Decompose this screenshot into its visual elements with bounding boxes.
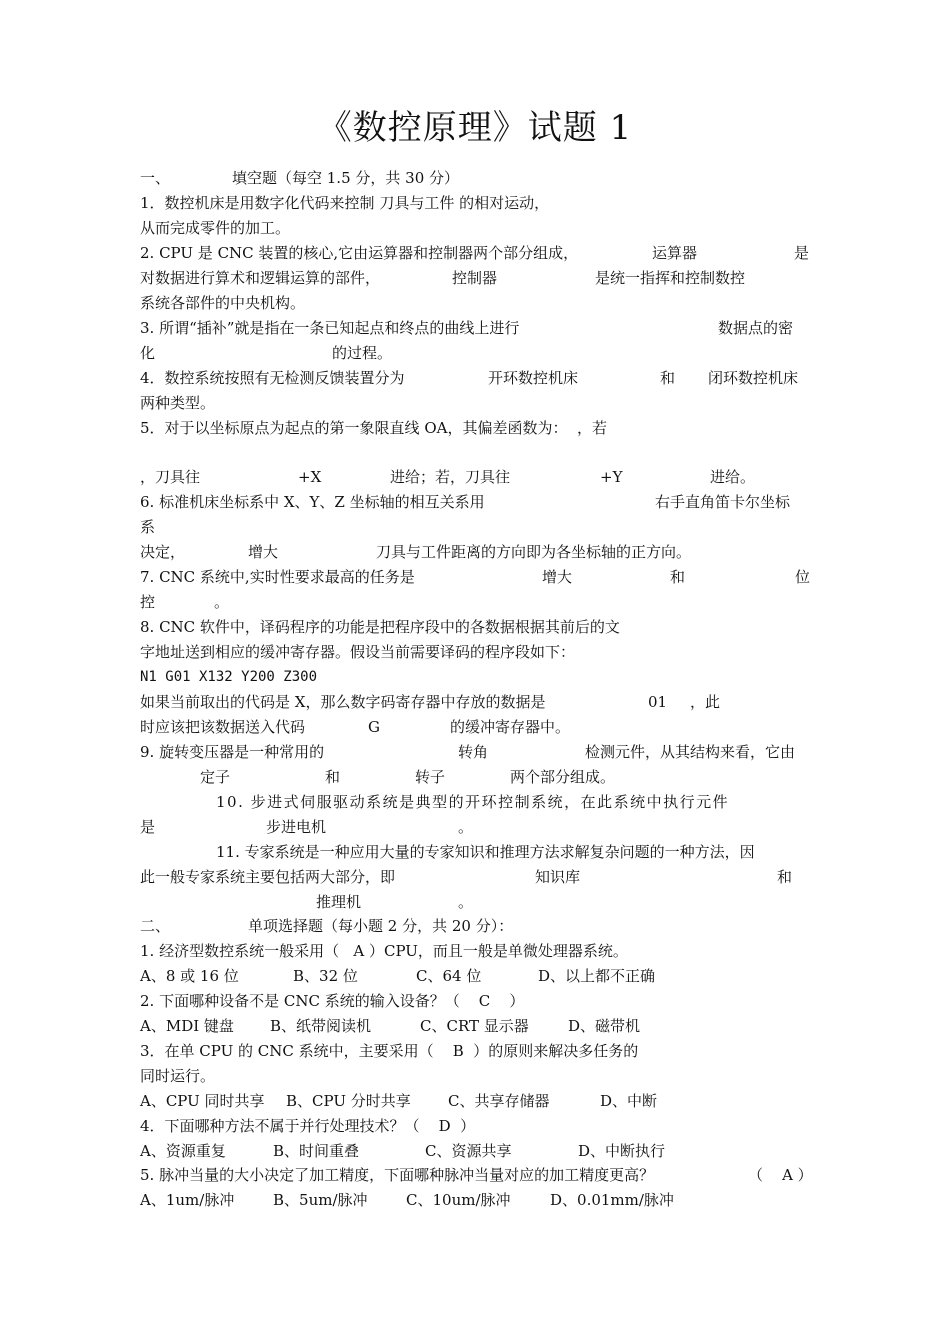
q6-line2: 系	[140, 518, 156, 536]
q8-line4: 如果当前取出的代码是 X，那么数字码寄存器中存放的数据是	[140, 693, 546, 711]
q11-answer2: 推理机	[316, 893, 362, 911]
q2-line1-end: 是	[794, 244, 810, 262]
q2-answer1: 运算器	[652, 244, 698, 262]
mc5-option-a: A、1um/脉冲	[140, 1191, 235, 1209]
q1-line1: 1．数控机床是用数字化代码来控制 刀具与工件 的相对运动，	[140, 194, 550, 212]
q4-and: 和	[660, 369, 676, 387]
mc2-question: 2. 下面哪种设备不是 CNC 系统的输入设备？（ C ）	[140, 992, 525, 1010]
q9-line1-end: 检测元件，从其结构来看，它由	[585, 743, 796, 761]
mc5-option-b: B、5um/脉冲	[273, 1191, 368, 1209]
q9-line2-end: 两个部分组成。	[510, 768, 616, 786]
section2-heading: 单项选择题（每小题 2 分，共 20 分）：	[248, 917, 514, 935]
section1-heading: 填空题（每空 1.5 分，共 30 分）	[232, 169, 460, 187]
q1-line2: 从而完成零件的加工。	[140, 219, 291, 237]
q8-answer2: G	[368, 718, 380, 736]
q9-answer1: 转角	[458, 743, 489, 761]
mc3-question-line1: 3．在单 CPU 的 CNC 系统中，主要采用（ B ）的原则来解决多任务的	[140, 1042, 639, 1060]
q7-answer2: 位	[795, 568, 811, 586]
mc1-option-d: D、以上都不正确	[538, 967, 656, 985]
q9-answer2: 定子	[200, 768, 231, 786]
q4-line2: 两种类型。	[140, 394, 216, 412]
mc2-option-d: D、磁带机	[568, 1017, 641, 1035]
q3-line2: 化	[140, 344, 156, 362]
mc5-option-c: C、10um/脉冲	[406, 1191, 511, 1209]
mc4-option-d: D、中断执行	[578, 1142, 666, 1160]
mc1-option-c: C、64 位	[416, 967, 482, 985]
q9-and: 和	[325, 768, 341, 786]
q6-answer1: 右手直角笛卡尔坐标	[655, 493, 791, 511]
q5-answer2: +Y	[600, 468, 623, 486]
mc5-answer: （ A ）	[748, 1166, 813, 1184]
mc4-option-c: C、资源共享	[425, 1142, 512, 1160]
mc3-option-d: D、中断	[600, 1092, 658, 1110]
q11-line3-end: 。	[458, 893, 474, 911]
q9-answer3: 转子	[415, 768, 446, 786]
q9-line1: 9. 旋转变压器是一种常用的	[140, 743, 325, 761]
q11-line1: 11. 专家系统是一种应用大量的专家知识和推理方法求解复杂问题的一种方法，因	[216, 843, 755, 861]
section2-number: 二、	[140, 917, 171, 935]
q11-answer1: 知识库	[535, 868, 581, 886]
q6-answer2: 增大	[248, 543, 279, 561]
q3-line2-end: 的过程。	[332, 344, 393, 362]
mc3-option-a: A、CPU 同时共享	[140, 1092, 265, 1110]
mc2-option-c: C、CRT 显示器	[420, 1017, 529, 1035]
mc1-option-b: B、32 位	[293, 967, 358, 985]
q7-line2: 控	[140, 593, 156, 611]
q4-answer2: 闭环数控机床	[708, 369, 799, 387]
q7-line2-end: 。	[214, 593, 230, 611]
page-title: 《数控原理》试题 1	[317, 108, 633, 148]
q5-line2-b: 进给；若，刀具往	[390, 468, 511, 486]
q2-line3: 系统各部件的中央机构。	[140, 294, 306, 312]
q11-and: 和	[777, 868, 793, 886]
mc3-question-line2: 同时运行。	[140, 1067, 216, 1085]
q10-line2: 是	[140, 818, 156, 836]
q5-answer1: +X	[298, 468, 322, 486]
mc2-option-a: A、MDI 键盘	[140, 1017, 234, 1035]
mc5-option-d: D、0.01mm/脉冲	[550, 1191, 674, 1209]
q3-line1: 3. 所谓“插补”就是指在一条已知起点和终点的曲线上进行	[140, 319, 520, 337]
q7-line1: 7. CNC 系统中,实时性要求最高的任务是	[140, 568, 415, 586]
mc2-option-b: B、纸带阅读机	[270, 1017, 372, 1035]
q2-line2: 对数据进行算术和逻辑运算的部件，	[140, 269, 381, 287]
q7-and: 和	[670, 568, 686, 586]
mc4-question: 4．下面哪种方法不属于并行处理技术？（ D ）	[140, 1117, 476, 1135]
section1-number: 一、	[140, 169, 171, 187]
q10-answer: 步进电机	[266, 818, 327, 836]
q8-line4-end: ，此	[690, 693, 721, 711]
q2-line2-end: 是统一指挥和控制数控	[595, 269, 746, 287]
q6-line3-a: 决定，	[140, 543, 186, 561]
mc3-option-c: C、共享存储器	[448, 1092, 550, 1110]
q7-answer1: 增大	[542, 568, 573, 586]
q8-line5-end: 的缓冲寄存器中。	[450, 718, 571, 736]
q10-line2-end: 。	[458, 818, 474, 836]
q6-line3-b: 刀具与工件距离的方向即为各坐标轴的正方向。	[376, 543, 692, 561]
q8-line1: 8. CNC 软件中，译码程序的功能是把程序段中的各数据根据其前后的文	[140, 618, 620, 636]
q11-line2: 此一般专家系统主要包括两大部分，即	[140, 868, 396, 886]
q8-answer1: 01	[648, 693, 668, 711]
mc1-question: 1. 经济型数控系统一般采用（ A ）CPU，而且一般是单微处理器系统。	[140, 942, 628, 960]
q10-line1: 10. 步进式伺服驱动系统是典型的开环控制系统，在此系统中执行元件	[216, 793, 730, 811]
q5-line1: 5．对于以坐标原点为起点的第一象限直线 OA，其偏差函数为： ，若	[140, 419, 607, 437]
q5-line2-a: ，刀具往	[140, 468, 201, 486]
q2-answer2: 控制器	[452, 269, 498, 287]
q4-answer1: 开环数控机床	[488, 369, 579, 387]
q8-line2: 字地址送到相应的缓冲寄存器。假设当前需要译码的程序段如下：	[140, 643, 576, 661]
q6-line1: 6. 标准机床坐标系中 X、Y、Z 坐标轴的相互关系用	[140, 493, 485, 511]
q2-line1: 2. CPU 是 CNC 装置的核心,它由运算器和控制器两个部分组成，	[140, 244, 579, 262]
q3-answer: 数据点的密	[718, 319, 794, 337]
mc3-option-b: B、CPU 分时共享	[286, 1092, 411, 1110]
q5-line2-end: 进给。	[710, 468, 756, 486]
mc4-option-b: B、时间重叠	[273, 1142, 360, 1160]
mc5-question: 5. 脉冲当量的大小决定了加工精度，下面哪种脉冲当量对应的加工精度更高？	[140, 1166, 655, 1184]
q8-code-line: N1 G01 X132 Y200 Z300	[140, 669, 318, 685]
q4-line1: 4．数控系统按照有无检测反馈装置分为	[140, 369, 405, 387]
mc4-option-a: A、资源重复	[140, 1142, 226, 1160]
q8-line5: 时应该把该数据送入代码	[140, 718, 306, 736]
mc1-option-a: A、8 或 16 位	[140, 967, 239, 985]
